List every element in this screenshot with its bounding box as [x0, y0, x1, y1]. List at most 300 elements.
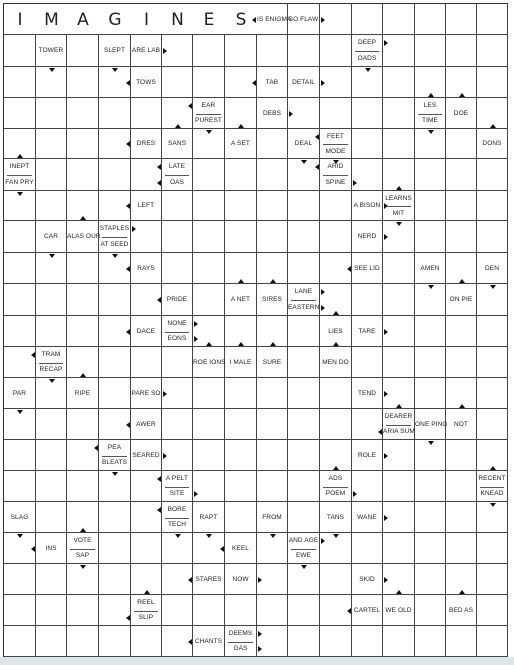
arrow-right-icon	[163, 453, 167, 459]
answer-cell[interactable]	[446, 440, 477, 471]
answer-cell[interactable]	[415, 595, 446, 626]
clue-cell	[193, 98, 225, 129]
clue-divider	[386, 206, 411, 207]
answer-cell[interactable]	[477, 378, 508, 409]
title-letter: N	[171, 10, 184, 30]
arrow-down-icon	[17, 534, 23, 538]
answer-cell[interactable]	[67, 409, 99, 440]
clue-cell	[288, 533, 320, 564]
clue-cell	[352, 378, 383, 409]
clue-cell	[415, 409, 446, 440]
answer-cell[interactable]	[352, 471, 383, 502]
answer-cell[interactable]	[320, 378, 352, 409]
answer-cell[interactable]	[4, 221, 36, 253]
arrow-up-icon	[428, 93, 434, 97]
clue-cell	[225, 129, 257, 159]
clue-cell	[352, 253, 383, 284]
answer-cell[interactable]	[415, 35, 446, 67]
answer-cell[interactable]	[477, 4, 508, 35]
answer-cell[interactable]	[99, 159, 131, 191]
answer-cell[interactable]	[225, 191, 257, 221]
clue-cell	[352, 221, 383, 253]
clue-cell	[477, 471, 508, 502]
answer-cell[interactable]	[352, 409, 383, 440]
arrow-down-icon	[17, 410, 23, 414]
answer-cell[interactable]	[4, 35, 36, 67]
clue-cell	[131, 35, 162, 67]
clue-cell	[257, 284, 288, 316]
arrow-up-icon	[238, 124, 244, 128]
answer-cell[interactable]	[4, 471, 36, 502]
clue-cell	[446, 98, 477, 129]
clue-text: WE OLD	[385, 606, 412, 614]
answer-cell[interactable]	[383, 284, 415, 316]
answer-cell[interactable]	[4, 98, 36, 129]
answer-cell[interactable]	[99, 284, 131, 316]
title-letter: I	[143, 10, 149, 30]
clue-text: AT SEED	[100, 241, 129, 248]
arrow-up-icon	[396, 404, 402, 408]
clue-divider	[70, 549, 95, 550]
clue-text: RAPT	[199, 513, 218, 521]
clue-text: FROM	[262, 513, 282, 521]
arrow-down-icon	[396, 222, 402, 226]
answer-cell[interactable]	[446, 347, 477, 378]
arrow-down-icon	[112, 472, 118, 476]
answer-cell[interactable]	[36, 409, 67, 440]
answer-cell[interactable]	[477, 347, 508, 378]
clue-text: TIME	[422, 117, 438, 125]
answer-cell[interactable]	[131, 533, 162, 564]
answer-cell[interactable]	[288, 626, 320, 657]
answer-cell[interactable]	[352, 159, 383, 191]
answer-cell[interactable]	[383, 4, 415, 35]
answer-cell[interactable]	[288, 595, 320, 626]
clue-cell	[320, 347, 352, 378]
arrow-up-icon	[17, 154, 23, 158]
answer-cell[interactable]	[99, 378, 131, 409]
answer-cell[interactable]	[36, 284, 67, 316]
clue-text: ARID	[327, 163, 344, 170]
clue-cell	[352, 440, 383, 471]
clue-cell	[477, 129, 508, 159]
answer-cell[interactable]	[225, 221, 257, 253]
clue-cell	[67, 378, 99, 409]
answer-cell[interactable]	[131, 626, 162, 657]
arrow-left-icon	[252, 17, 256, 23]
answer-cell[interactable]	[193, 284, 225, 316]
answer-cell[interactable]	[446, 4, 477, 35]
clue-text: SLAG	[10, 513, 29, 521]
clue-cell	[193, 347, 225, 378]
clue-text: FAN PRY	[5, 179, 34, 186]
answer-cell[interactable]	[36, 159, 67, 191]
answer-cell[interactable]	[477, 316, 508, 347]
answer-cell[interactable]	[67, 626, 99, 657]
clue-text: NONE	[167, 319, 187, 327]
answer-cell[interactable]	[288, 253, 320, 284]
answer-cell[interactable]	[415, 347, 446, 378]
answer-cell[interactable]	[99, 564, 131, 595]
arrow-down-icon	[17, 192, 23, 196]
answer-cell[interactable]	[257, 159, 288, 191]
answer-cell[interactable]	[4, 316, 36, 347]
answer-cell[interactable]	[446, 626, 477, 657]
answer-cell[interactable]	[193, 440, 225, 471]
clue-cell	[225, 284, 257, 316]
answer-cell[interactable]	[225, 595, 257, 626]
answer-cell[interactable]	[67, 98, 99, 129]
answer-cell[interactable]	[4, 626, 36, 657]
answer-cell[interactable]	[320, 409, 352, 440]
clue-divider	[386, 425, 411, 426]
answer-cell[interactable]	[4, 564, 36, 595]
arrow-right-icon	[384, 577, 388, 583]
arrow-right-icon	[384, 40, 388, 46]
clue-cell	[477, 253, 508, 284]
arrow-right-icon	[384, 515, 388, 521]
clue-text: SAP	[75, 552, 90, 560]
answer-cell[interactable]	[99, 347, 131, 378]
answer-cell[interactable]	[257, 35, 288, 67]
arrow-right-icon	[194, 491, 198, 497]
clue-text: SLEPT	[103, 47, 126, 54]
answer-cell[interactable]	[4, 67, 36, 98]
clue-cell	[288, 67, 320, 98]
arrow-down-icon	[206, 130, 212, 134]
answer-cell[interactable]	[99, 595, 131, 626]
clue-cell	[99, 440, 131, 471]
answer-cell[interactable]	[36, 626, 67, 657]
answer-cell[interactable]	[477, 35, 508, 67]
clue-text: SO FLAW	[288, 15, 319, 23]
clue-text: RIPE	[74, 389, 91, 397]
answer-cell[interactable]	[288, 471, 320, 502]
answer-cell[interactable]	[352, 347, 383, 378]
answer-cell[interactable]	[477, 221, 508, 253]
arrow-right-icon	[353, 491, 357, 497]
answer-cell[interactable]	[477, 159, 508, 191]
answer-cell[interactable]	[193, 471, 225, 502]
answer-cell[interactable]	[225, 440, 257, 471]
answer-cell[interactable]	[257, 191, 288, 221]
arrow-right-icon	[321, 80, 325, 86]
arrow-down-icon	[428, 285, 434, 289]
answer-cell[interactable]	[4, 440, 36, 471]
arrow-up-icon	[333, 466, 339, 470]
answer-cell[interactable]	[257, 595, 288, 626]
answer-cell[interactable]	[162, 191, 193, 221]
answer-cell[interactable]	[288, 409, 320, 440]
clue-text: SURE	[262, 358, 282, 366]
answer-cell[interactable]	[131, 98, 162, 129]
answer-cell[interactable]	[193, 67, 225, 98]
answer-cell[interactable]	[415, 221, 446, 253]
clue-cell	[257, 67, 288, 98]
answer-cell[interactable]	[415, 533, 446, 564]
clue-cell	[193, 626, 225, 657]
answer-cell[interactable]	[162, 67, 193, 98]
answer-cell[interactable]	[131, 347, 162, 378]
answer-cell[interactable]	[99, 626, 131, 657]
answer-cell[interactable]	[415, 316, 446, 347]
arrow-down-icon	[301, 160, 307, 164]
answer-cell[interactable]	[36, 98, 67, 129]
answer-cell[interactable]	[225, 502, 257, 533]
answer-cell[interactable]	[67, 284, 99, 316]
clue-cell	[257, 98, 288, 129]
answer-cell[interactable]	[415, 191, 446, 221]
arrow-down-icon	[112, 68, 118, 72]
answer-cell[interactable]	[257, 471, 288, 502]
answer-cell[interactable]	[4, 595, 36, 626]
answer-cell[interactable]	[257, 221, 288, 253]
answer-cell[interactable]	[383, 98, 415, 129]
answer-cell[interactable]	[383, 67, 415, 98]
answer-cell[interactable]	[477, 67, 508, 98]
clue-cell	[131, 595, 162, 626]
clue-text: EAR	[201, 101, 216, 109]
answer-cell[interactable]	[477, 626, 508, 657]
arrow-right-icon	[289, 111, 293, 117]
answer-cell[interactable]	[36, 502, 67, 533]
answer-cell[interactable]	[257, 440, 288, 471]
answer-cell[interactable]	[477, 564, 508, 595]
clue-text: A NET	[230, 296, 251, 303]
answer-cell[interactable]	[67, 159, 99, 191]
clue-text: PAR	[12, 389, 27, 397]
clue-text: MIT	[392, 209, 405, 217]
answer-cell[interactable]	[320, 191, 352, 221]
clue-cell	[383, 595, 415, 626]
arrow-down-icon	[270, 534, 276, 538]
answer-cell[interactable]	[193, 159, 225, 191]
arrow-left-icon	[157, 297, 161, 303]
clue-divider	[165, 487, 189, 488]
arrow-down-icon	[490, 503, 496, 507]
clue-divider	[323, 175, 348, 176]
answer-cell[interactable]	[415, 564, 446, 595]
clue-cell	[257, 4, 292, 35]
answer-cell[interactable]	[225, 471, 257, 502]
answer-cell[interactable]	[320, 626, 352, 657]
answer-cell[interactable]	[446, 316, 477, 347]
answer-cell[interactable]	[446, 471, 477, 502]
clue-cell	[162, 284, 193, 316]
clue-cell	[288, 4, 320, 35]
answer-cell[interactable]	[257, 129, 288, 159]
answer-cell[interactable]	[4, 284, 36, 316]
answer-cell[interactable]	[193, 221, 225, 253]
clue-text: PUREST	[195, 117, 222, 125]
arrow-right-icon	[353, 180, 357, 186]
answer-cell[interactable]	[352, 129, 383, 159]
answer-cell[interactable]	[36, 129, 67, 159]
answer-cell[interactable]	[193, 191, 225, 221]
answer-cell[interactable]	[162, 347, 193, 378]
answer-cell[interactable]	[225, 159, 257, 191]
clue-text: NOW	[232, 575, 249, 583]
answer-cell[interactable]	[415, 626, 446, 657]
answer-cell[interactable]	[320, 98, 352, 129]
answer-cell[interactable]	[320, 35, 352, 67]
answer-cell[interactable]	[446, 35, 477, 67]
clue-divider	[102, 237, 127, 238]
answer-cell[interactable]	[4, 253, 36, 284]
answer-cell[interactable]	[193, 378, 225, 409]
clue-divider	[323, 487, 348, 488]
answer-cell[interactable]	[383, 533, 415, 564]
answer-cell[interactable]	[288, 221, 320, 253]
answer-cell[interactable]	[225, 378, 257, 409]
answer-cell[interactable]	[477, 595, 508, 626]
answer-cell[interactable]	[352, 284, 383, 316]
answer-cell[interactable]	[162, 409, 193, 440]
answer-cell[interactable]	[67, 471, 99, 502]
answer-cell[interactable]	[288, 440, 320, 471]
answer-cell[interactable]	[193, 595, 225, 626]
answer-cell[interactable]	[99, 533, 131, 564]
clue-text: BED AS	[448, 606, 474, 614]
clue-text: TEND	[357, 389, 377, 397]
clue-cell	[162, 471, 193, 502]
answer-cell[interactable]	[320, 221, 352, 253]
clue-text: ARIA SUM	[383, 428, 415, 436]
answer-cell[interactable]	[415, 4, 446, 35]
clue-cell	[36, 221, 67, 253]
clue-text: DEAL	[294, 140, 313, 147]
answer-cell[interactable]	[288, 316, 320, 347]
clue-cell	[320, 129, 352, 159]
answer-cell[interactable]	[225, 409, 257, 440]
answer-cell[interactable]	[193, 253, 225, 284]
answer-cell[interactable]	[162, 595, 193, 626]
clue-cell	[162, 502, 193, 533]
clue-text: NOT	[453, 420, 469, 428]
arrow-left-icon	[315, 134, 319, 140]
clue-text: BORE	[167, 505, 187, 513]
arrow-left-icon	[347, 608, 351, 614]
answer-cell[interactable]	[193, 409, 225, 440]
arrow-left-icon	[188, 639, 192, 645]
title-letter: E	[203, 10, 215, 30]
answer-cell[interactable]	[383, 129, 415, 159]
arrow-up-icon	[459, 404, 465, 408]
answer-cell[interactable]	[36, 564, 67, 595]
answer-cell[interactable]	[99, 98, 131, 129]
answer-cell[interactable]	[352, 98, 383, 129]
clue-cell	[193, 564, 225, 595]
title-letter: M	[44, 10, 59, 30]
answer-cell[interactable]	[383, 471, 415, 502]
answer-cell[interactable]	[446, 533, 477, 564]
answer-cell[interactable]	[320, 564, 352, 595]
title-letter: S	[235, 10, 247, 30]
clue-cell	[67, 533, 99, 564]
answer-cell[interactable]	[352, 626, 383, 657]
answer-cell[interactable]	[67, 67, 99, 98]
answer-cell[interactable]	[446, 502, 477, 533]
clue-text: KNEAD	[480, 490, 504, 498]
answer-cell[interactable]	[383, 347, 415, 378]
answer-cell[interactable]	[446, 221, 477, 253]
answer-cell[interactable]	[162, 253, 193, 284]
clue-cell	[225, 347, 257, 378]
arrow-up-icon	[238, 342, 244, 346]
answer-cell[interactable]	[415, 471, 446, 502]
answer-cell[interactable]	[67, 129, 99, 159]
crossword-grid	[3, 3, 508, 658]
answer-cell[interactable]	[67, 316, 99, 347]
answer-cell[interactable]	[36, 595, 67, 626]
arrow-down-icon	[49, 68, 55, 72]
answer-cell[interactable]	[352, 4, 383, 35]
answer-cell[interactable]	[288, 347, 320, 378]
answer-cell[interactable]	[162, 221, 193, 253]
answer-cell[interactable]	[67, 35, 99, 67]
clue-divider	[355, 51, 379, 52]
clue-text: INS	[45, 544, 57, 552]
clue-cell	[36, 347, 67, 378]
answer-cell[interactable]	[225, 35, 257, 67]
clue-divider	[291, 549, 316, 550]
answer-cell[interactable]	[99, 502, 131, 533]
answer-cell[interactable]	[36, 440, 67, 471]
answer-cell[interactable]	[288, 378, 320, 409]
answer-cell[interactable]	[257, 378, 288, 409]
clue-cell	[131, 191, 162, 221]
answer-cell[interactable]	[67, 595, 99, 626]
answer-cell[interactable]	[446, 129, 477, 159]
clue-text: SANS	[167, 140, 187, 147]
arrow-up-icon	[459, 590, 465, 594]
answer-cell[interactable]	[288, 35, 320, 67]
answer-cell[interactable]	[477, 409, 508, 440]
answer-cell[interactable]	[477, 533, 508, 564]
clue-cell	[193, 502, 225, 533]
clue-cell	[225, 564, 257, 595]
answer-cell[interactable]	[477, 191, 508, 221]
arrow-left-icon	[347, 266, 351, 272]
answer-cell[interactable]	[193, 35, 225, 67]
clue-text: TARE	[358, 327, 376, 335]
clue-text: DETAIL	[292, 78, 315, 86]
answer-cell[interactable]	[288, 191, 320, 221]
clue-text: POEM	[325, 490, 346, 498]
clue-cell	[352, 595, 383, 626]
clue-text: REEL	[137, 598, 155, 606]
answer-cell[interactable]	[36, 316, 67, 347]
clue-cell	[257, 502, 288, 533]
answer-cell[interactable]	[446, 159, 477, 191]
answer-cell[interactable]	[288, 502, 320, 533]
clue-cell	[446, 409, 477, 440]
answer-cell[interactable]	[352, 533, 383, 564]
answer-cell[interactable]	[36, 471, 67, 502]
clue-text: TOWER	[38, 47, 64, 54]
answer-cell[interactable]	[383, 253, 415, 284]
answer-cell[interactable]	[446, 191, 477, 221]
answer-cell[interactable]	[415, 378, 446, 409]
answer-cell[interactable]	[67, 253, 99, 284]
answer-cell[interactable]	[383, 626, 415, 657]
answer-cell[interactable]	[415, 159, 446, 191]
arrow-left-icon	[126, 203, 130, 209]
arrow-down-icon	[49, 254, 55, 258]
answer-cell[interactable]	[257, 409, 288, 440]
answer-cell[interactable]	[415, 502, 446, 533]
answer-cell[interactable]	[36, 191, 67, 221]
